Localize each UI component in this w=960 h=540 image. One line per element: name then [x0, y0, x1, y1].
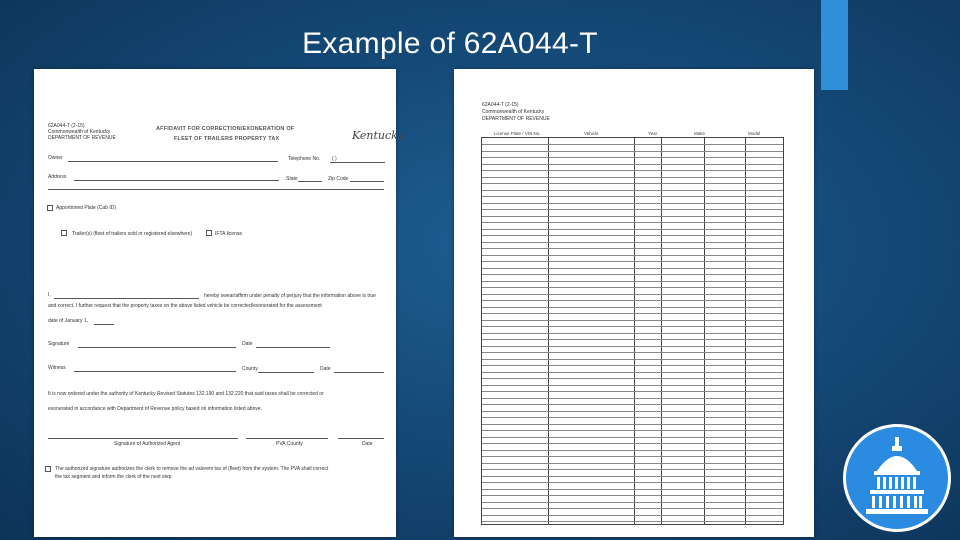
field-label: Address	[48, 174, 67, 180]
name-line	[54, 298, 199, 299]
table-row-line	[482, 450, 783, 451]
table-row-line	[482, 255, 783, 256]
table-row-line	[482, 326, 783, 327]
field-label: Date	[320, 366, 331, 372]
table-row-line	[482, 502, 783, 503]
table-row-line	[482, 508, 783, 509]
table-row-line	[482, 229, 783, 230]
witness-line	[74, 371, 236, 372]
table-row-line	[482, 287, 783, 288]
table-row-line	[482, 365, 783, 366]
table-row-line	[482, 333, 783, 334]
table-row-line	[482, 164, 783, 165]
field-label: date of January 1,	[48, 318, 89, 324]
option-label: Apportioned Plate (Cab ID)	[56, 205, 117, 211]
table-row-line	[482, 482, 783, 483]
table-row-line	[482, 417, 783, 418]
checkbox	[61, 230, 67, 236]
zip-line	[350, 181, 384, 182]
agency-line: DEPARTMENT OF REVENUE	[482, 116, 550, 122]
table-row-line	[482, 248, 783, 249]
table-row-line	[482, 346, 783, 347]
field-label: Owner	[48, 155, 63, 161]
agency-line: Commonwealth of Kentucky	[482, 109, 545, 115]
table-row-line	[482, 300, 783, 301]
option-label: IFTA license	[215, 231, 243, 237]
vehicle-list-form-image	[454, 69, 814, 537]
table-row-line	[482, 385, 783, 386]
table-row-line	[482, 274, 783, 275]
checkbox	[45, 466, 51, 472]
table-row-line	[482, 456, 783, 457]
table-row-line	[482, 489, 783, 490]
table-row-line	[482, 411, 783, 412]
table-row-line	[482, 372, 783, 373]
table-row-line	[482, 391, 783, 392]
table-row-line	[482, 307, 783, 308]
agency-line: Commonwealth of Kentucky	[48, 129, 111, 135]
column-header: Vehicle	[584, 131, 599, 136]
table-row-line	[482, 437, 783, 438]
table-row-line	[482, 222, 783, 223]
county-line	[258, 372, 314, 373]
field-caption: Date	[362, 441, 373, 447]
agency-line: DEPARTMENT OF REVENUE	[48, 135, 116, 141]
date-line	[334, 372, 384, 373]
table-row-line	[482, 359, 783, 360]
vehicle-table	[481, 137, 784, 525]
telephone-line	[330, 162, 385, 163]
table-row-line	[482, 242, 783, 243]
date-line	[256, 347, 330, 348]
address-line-2	[48, 189, 384, 190]
field-label: Witness	[48, 365, 66, 371]
table-row-line	[482, 443, 783, 444]
checkbox	[47, 205, 53, 211]
form-title: AFFIDAVIT FOR CORRECTION/EXONERATION OF	[156, 126, 295, 132]
table-row-line	[482, 235, 783, 236]
table-row-line	[482, 157, 783, 158]
table-row-line	[482, 404, 783, 405]
table-row-line	[482, 398, 783, 399]
kentucky-logo: Kentucky	[352, 129, 405, 142]
field-label: Signature	[48, 341, 70, 347]
field-label: State	[286, 176, 298, 182]
table-row-line	[482, 430, 783, 431]
table-row-line	[482, 203, 783, 204]
table-row-line	[482, 339, 783, 340]
field-label: Telephone No.	[288, 156, 321, 162]
table-row-line	[482, 352, 783, 353]
table-row-line	[482, 476, 783, 477]
affidavit-form-image	[34, 69, 405, 537]
table-row-line	[482, 261, 783, 262]
table-row-line	[482, 151, 783, 152]
table-row-line	[482, 216, 783, 217]
form-number: 62A044-T (2-15)	[482, 102, 519, 108]
checkbox	[206, 230, 212, 236]
table-row-line	[482, 515, 783, 516]
table-row-line	[482, 144, 783, 145]
date-line	[338, 438, 384, 439]
table-row-line	[482, 190, 783, 191]
column-header: Year	[648, 131, 658, 136]
affirm-prefix: I,	[48, 292, 51, 298]
table-row-line	[482, 268, 783, 269]
table-row-line	[482, 469, 783, 470]
table-row-line	[482, 281, 783, 282]
owner-line	[68, 161, 278, 162]
option-label: Trailer(s) (fleet of trailers sold or registered elsewhere)	[72, 231, 193, 237]
table-row-line	[482, 177, 783, 178]
footer-text: the tax segment and inform the clerk of the next step.	[55, 474, 173, 480]
column-header: License Plate / VIN No.	[494, 131, 541, 136]
column-header: Model	[748, 131, 761, 136]
affirm-text: hereby swear/affirm under penalty of perjury that the information above is true	[204, 293, 376, 299]
form-number: 62A044-T (2-15)	[48, 123, 85, 129]
authorized-signature-line	[48, 438, 238, 439]
table-row-line	[482, 196, 783, 197]
table-row-line	[482, 183, 783, 184]
table-row-line	[482, 424, 783, 425]
capitol-dome-icon	[846, 427, 948, 529]
table-row-line	[482, 170, 783, 171]
footer-text: The authorized signature authorizes the clerk to remove the ad valorem tax of (fleet) from the system. The PVA shall correct	[55, 466, 329, 472]
table-row-line	[482, 294, 783, 295]
field-caption: Signature of Authorized Agent	[114, 441, 181, 447]
table-row-line	[482, 495, 783, 496]
state-line	[298, 181, 322, 182]
form-title: FLEET OF TRAILERS PROPERTY TAX	[174, 136, 280, 142]
signature-line	[78, 347, 236, 348]
field-label: Zip Code	[328, 176, 349, 182]
column-header: Make	[694, 131, 706, 136]
pva-line	[246, 438, 328, 439]
field-label: County	[242, 366, 258, 372]
table-row-line	[482, 521, 783, 522]
address-line	[74, 180, 279, 181]
table-row-line	[482, 313, 783, 314]
year-line	[94, 324, 114, 325]
order-statement: exonerated in accordance with Department of Revenue policy based on information listed above.	[48, 406, 263, 412]
slide-title: Example of 62A044-T	[302, 27, 598, 60]
table-row-line	[482, 320, 783, 321]
table-row-line	[482, 463, 783, 464]
table-row-line	[482, 378, 783, 379]
table-row-line	[482, 209, 783, 210]
order-statement: It is now ordered under the authority of Kentucky Revised Statutes 132.190 and 132.220 that said taxes shall be corrected or	[48, 391, 324, 397]
field-label: Date	[242, 341, 253, 347]
affirm-text: and correct. I further request that the property taxes on the above listed vehicle be corrected/exonerated for the assessment	[48, 303, 322, 309]
capitol-badge	[843, 424, 951, 532]
field-caption: PVA County	[276, 441, 303, 447]
field-value: ( )	[332, 156, 337, 162]
